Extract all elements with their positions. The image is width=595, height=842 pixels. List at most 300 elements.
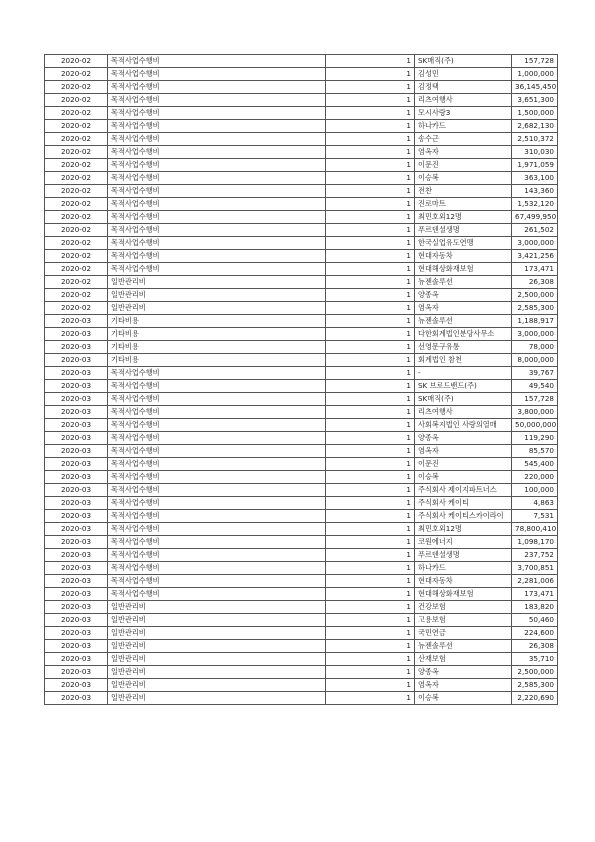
category-cell: 목적사업수행비 [108,107,326,120]
quantity-cell: 1 [326,393,415,406]
vendor-cell: 산재보험 [415,653,512,666]
date-cell: 2020-03 [45,471,108,484]
date-cell: 2020-03 [45,549,108,562]
category-cell: 목적사업수행비 [108,484,326,497]
date-cell: 2020-03 [45,458,108,471]
table-row [45,510,558,523]
vendor-cell: 모시사랑3 [415,107,512,120]
quantity-cell: 1 [326,315,415,328]
category-cell: 일반관리비 [108,653,326,666]
category-cell: 일반관리비 [108,614,326,627]
date-cell: 2020-03 [45,666,108,679]
vendor-cell: 회계법인 참천 [415,354,512,367]
table-row [45,588,558,601]
amount-cell: 3,000,000 [512,328,558,341]
table-row [45,549,558,562]
date-cell: 2020-02 [45,211,108,224]
quantity-cell: 1 [326,263,415,276]
vendor-cell: 고용보험 [415,614,512,627]
table-row [45,627,558,640]
table-row [45,666,558,679]
date-cell: 2020-02 [45,81,108,94]
table-row [45,263,558,276]
vendor-cell: 양종옥 [415,666,512,679]
category-cell: 목적사업수행비 [108,263,326,276]
date-cell: 2020-02 [45,55,108,68]
category-cell: 목적사업수행비 [108,211,326,224]
amount-cell: 3,651,300 [512,94,558,107]
amount-cell: 143,360 [512,185,558,198]
vendor-cell: 건강보험 [415,601,512,614]
amount-cell: 1,098,170 [512,536,558,549]
vendor-cell: 하나카드 [415,120,512,133]
category-cell: 일반관리비 [108,627,326,640]
date-cell: 2020-03 [45,588,108,601]
table-row [45,81,558,94]
vendor-cell: SK매직(주) [415,55,512,68]
table-row [45,107,558,120]
table-row [45,94,558,107]
amount-cell: 1,000,000 [512,68,558,81]
amount-cell: 3,700,851 [512,562,558,575]
vendor-cell: 이승복 [415,692,512,705]
vendor-cell: 이문진 [415,458,512,471]
category-cell: 목적사업수행비 [108,146,326,159]
category-cell: 목적사업수행비 [108,94,326,107]
category-cell: 목적사업수행비 [108,237,326,250]
table-row [45,419,558,432]
amount-cell: 2,510,372 [512,133,558,146]
table-row [45,367,558,380]
table-row [45,341,558,354]
date-cell: 2020-03 [45,328,108,341]
quantity-cell: 1 [326,562,415,575]
vendor-cell: 뉴젠솔루션 [415,640,512,653]
date-cell: 2020-03 [45,419,108,432]
table-row [45,185,558,198]
category-cell: 목적사업수행비 [108,55,326,68]
vendor-cell: 다한회계법인분당사무소 [415,328,512,341]
quantity-cell: 1 [326,328,415,341]
date-cell: 2020-02 [45,224,108,237]
amount-cell: 183,820 [512,601,558,614]
date-cell: 2020-02 [45,146,108,159]
date-cell: 2020-03 [45,380,108,393]
date-cell: 2020-02 [45,276,108,289]
amount-cell: 173,471 [512,588,558,601]
vendor-cell: 염옥자 [415,302,512,315]
category-cell: 기타비용 [108,354,326,367]
category-cell: 일반관리비 [108,666,326,679]
date-cell: 2020-02 [45,302,108,315]
vendor-cell: 양종옥 [415,289,512,302]
category-cell: 목적사업수행비 [108,445,326,458]
date-cell: 2020-03 [45,445,108,458]
table-row [45,575,558,588]
quantity-cell: 1 [326,81,415,94]
amount-cell: 1,500,000 [512,107,558,120]
vendor-cell: 진로마트 [415,198,512,211]
category-cell: 기타비용 [108,341,326,354]
table-row [45,614,558,627]
category-cell: 목적사업수행비 [108,549,326,562]
category-cell: 기타비용 [108,328,326,341]
amount-cell: 4,863 [512,497,558,510]
amount-cell: 100,000 [512,484,558,497]
amount-cell: 2,500,000 [512,666,558,679]
date-cell: 2020-02 [45,237,108,250]
category-cell: 목적사업수행비 [108,432,326,445]
vendor-cell: 코원에너지 [415,536,512,549]
amount-cell: 2,220,690 [512,692,558,705]
table-row [45,120,558,133]
vendor-cell: - [415,367,512,380]
date-cell: 2020-02 [45,107,108,120]
date-cell: 2020-03 [45,432,108,445]
table-row [45,328,558,341]
quantity-cell: 1 [326,120,415,133]
quantity-cell: 1 [326,211,415,224]
table-row [45,172,558,185]
quantity-cell: 1 [326,471,415,484]
quantity-cell: 1 [326,653,415,666]
date-cell: 2020-02 [45,172,108,185]
date-cell: 2020-03 [45,692,108,705]
quantity-cell: 1 [326,614,415,627]
quantity-cell: 1 [326,146,415,159]
amount-cell: 3,000,000 [512,237,558,250]
table-row [45,484,558,497]
amount-cell: 36,145,450 [512,81,558,94]
vendor-cell: 염옥자 [415,445,512,458]
category-cell: 목적사업수행비 [108,510,326,523]
quantity-cell: 1 [326,107,415,120]
quantity-cell: 1 [326,289,415,302]
amount-cell: 220,000 [512,471,558,484]
quantity-cell: 1 [326,523,415,536]
date-cell: 2020-03 [45,393,108,406]
date-cell: 2020-03 [45,497,108,510]
vendor-cell: 리츠여행사 [415,406,512,419]
date-cell: 2020-03 [45,510,108,523]
category-cell: 일반관리비 [108,692,326,705]
amount-cell: 50,000,000 [512,419,558,432]
table-row [45,159,558,172]
vendor-cell: 주식회사 케이티스카이라이 [415,510,512,523]
vendor-cell: 뉴젠솔루션 [415,315,512,328]
date-cell: 2020-02 [45,185,108,198]
category-cell: 목적사업수행비 [108,68,326,81]
amount-cell: 50,460 [512,614,558,627]
quantity-cell: 1 [326,588,415,601]
vendor-cell: 최민호외12명 [415,211,512,224]
date-cell: 2020-03 [45,315,108,328]
vendor-cell: SK 브로드밴드(주) [415,380,512,393]
date-cell: 2020-03 [45,406,108,419]
quantity-cell: 1 [326,380,415,393]
amount-cell: 173,471 [512,263,558,276]
table-row [45,601,558,614]
quantity-cell: 1 [326,601,415,614]
vendor-cell: 현대해상화재보험 [415,588,512,601]
table-row [45,146,558,159]
quantity-cell: 1 [326,250,415,263]
quantity-cell: 1 [326,536,415,549]
quantity-cell: 1 [326,133,415,146]
amount-cell: 545,400 [512,458,558,471]
amount-cell: 39,767 [512,367,558,380]
vendor-cell: 국민연금 [415,627,512,640]
table-row [45,653,558,666]
date-cell: 2020-02 [45,250,108,263]
category-cell: 일반관리비 [108,289,326,302]
vendor-cell: 양종옥 [415,432,512,445]
vendor-cell: 하나카드 [415,562,512,575]
amount-cell: 2,682,130 [512,120,558,133]
vendor-cell: 이승복 [415,172,512,185]
amount-cell: 26,308 [512,276,558,289]
vendor-cell: 현대해상화재보험 [415,263,512,276]
table-row [45,68,558,81]
table-row [45,224,558,237]
amount-cell: 26,308 [512,640,558,653]
table-row [45,497,558,510]
category-cell: 일반관리비 [108,276,326,289]
date-cell: 2020-02 [45,133,108,146]
vendor-cell: 전찬 [415,185,512,198]
date-cell: 2020-03 [45,367,108,380]
amount-cell: 3,800,000 [512,406,558,419]
quantity-cell: 1 [326,419,415,432]
table-row [45,393,558,406]
table-row [45,198,558,211]
amount-cell: 2,281,006 [512,575,558,588]
category-cell: 목적사업수행비 [108,523,326,536]
table-row [45,302,558,315]
category-cell: 목적사업수행비 [108,198,326,211]
vendor-cell: 염옥자 [415,679,512,692]
quantity-cell: 1 [326,354,415,367]
category-cell: 일반관리비 [108,679,326,692]
amount-cell: 310,030 [512,146,558,159]
vendor-cell: 최민호외12명 [415,523,512,536]
amount-cell: 363,100 [512,172,558,185]
quantity-cell: 1 [326,68,415,81]
amount-cell: 49,540 [512,380,558,393]
quantity-cell: 1 [326,692,415,705]
table-row [45,250,558,263]
table-row [45,536,558,549]
table-row [45,406,558,419]
category-cell: 목적사업수행비 [108,367,326,380]
table-row [45,471,558,484]
date-cell: 2020-03 [45,679,108,692]
table-row [45,354,558,367]
quantity-cell: 1 [326,432,415,445]
category-cell: 목적사업수행비 [108,393,326,406]
vendor-cell: 현대자동차 [415,575,512,588]
quantity-cell: 1 [326,367,415,380]
quantity-cell: 1 [326,445,415,458]
category-cell: 목적사업수행비 [108,159,326,172]
ledger-table [44,54,558,705]
vendor-cell: 리츠여행사 [415,94,512,107]
vendor-cell: 이문진 [415,159,512,172]
category-cell: 목적사업수행비 [108,419,326,432]
category-cell: 일반관리비 [108,302,326,315]
quantity-cell: 1 [326,666,415,679]
amount-cell: 237,752 [512,549,558,562]
category-cell: 일반관리비 [108,640,326,653]
category-cell: 목적사업수행비 [108,575,326,588]
table-row [45,133,558,146]
vendor-cell: 주식회사 제이지파트너스 [415,484,512,497]
vendor-cell: 염옥자 [415,146,512,159]
vendor-cell: 푸르덴셜생명 [415,549,512,562]
date-cell: 2020-03 [45,523,108,536]
category-cell: 목적사업수행비 [108,497,326,510]
quantity-cell: 1 [326,640,415,653]
category-cell: 목적사업수행비 [108,224,326,237]
table-row [45,289,558,302]
table-row [45,276,558,289]
quantity-cell: 1 [326,172,415,185]
table-row [45,55,558,68]
amount-cell: 3,421,256 [512,250,558,263]
category-cell: 목적사업수행비 [108,120,326,133]
vendor-cell: 뉴젠솔루션 [415,276,512,289]
amount-cell: 2,585,300 [512,302,558,315]
table-row [45,315,558,328]
quantity-cell: 1 [326,679,415,692]
category-cell: 목적사업수행비 [108,562,326,575]
quantity-cell: 1 [326,302,415,315]
category-cell: 기타비용 [108,315,326,328]
amount-cell: 157,728 [512,55,558,68]
category-cell: 일반관리비 [108,601,326,614]
amount-cell: 2,585,300 [512,679,558,692]
table-row [45,237,558,250]
category-cell: 목적사업수행비 [108,536,326,549]
table-row [45,380,558,393]
date-cell: 2020-03 [45,640,108,653]
table-row [45,432,558,445]
quantity-cell: 1 [326,458,415,471]
date-cell: 2020-03 [45,614,108,627]
category-cell: 목적사업수행비 [108,471,326,484]
category-cell: 목적사업수행비 [108,588,326,601]
amount-cell: 1,532,120 [512,198,558,211]
vendor-cell: 사회복지법인 사랑의열매 [415,419,512,432]
amount-cell: 2,500,000 [512,289,558,302]
date-cell: 2020-03 [45,627,108,640]
amount-cell: 35,710 [512,653,558,666]
amount-cell: 157,728 [512,393,558,406]
quantity-cell: 1 [326,497,415,510]
quantity-cell: 1 [326,198,415,211]
date-cell: 2020-03 [45,575,108,588]
table-row [45,562,558,575]
vendor-cell: 한국실업유도연맹 [415,237,512,250]
date-cell: 2020-02 [45,263,108,276]
amount-cell: 67,499,950 [512,211,558,224]
date-cell: 2020-02 [45,68,108,81]
table-row [45,640,558,653]
quantity-cell: 1 [326,185,415,198]
amount-cell: 1,971,059 [512,159,558,172]
date-cell: 2020-03 [45,562,108,575]
quantity-cell: 1 [326,510,415,523]
table-row [45,445,558,458]
date-cell: 2020-02 [45,198,108,211]
vendor-cell: 김성민 [415,68,512,81]
quantity-cell: 1 [326,575,415,588]
amount-cell: 78,800,410 [512,523,558,536]
amount-cell: 224,600 [512,627,558,640]
quantity-cell: 1 [326,484,415,497]
amount-cell: 85,570 [512,445,558,458]
vendor-cell: 이승복 [415,471,512,484]
category-cell: 목적사업수행비 [108,81,326,94]
category-cell: 목적사업수행비 [108,458,326,471]
category-cell: 목적사업수행비 [108,406,326,419]
amount-cell: 7,531 [512,510,558,523]
date-cell: 2020-02 [45,289,108,302]
table-row [45,458,558,471]
amount-cell: 261,502 [512,224,558,237]
date-cell: 2020-03 [45,484,108,497]
amount-cell: 8,000,000 [512,354,558,367]
vendor-cell: 김정택 [415,81,512,94]
date-cell: 2020-03 [45,341,108,354]
category-cell: 목적사업수행비 [108,250,326,263]
quantity-cell: 1 [326,94,415,107]
quantity-cell: 1 [326,159,415,172]
table-row [45,679,558,692]
quantity-cell: 1 [326,549,415,562]
date-cell: 2020-03 [45,536,108,549]
vendor-cell: 선영문구유통 [415,341,512,354]
quantity-cell: 1 [326,55,415,68]
date-cell: 2020-02 [45,120,108,133]
table-row [45,692,558,705]
quantity-cell: 1 [326,237,415,250]
vendor-cell: 송수근 [415,133,512,146]
ledger-body [45,55,558,705]
category-cell: 목적사업수행비 [108,380,326,393]
date-cell: 2020-02 [45,94,108,107]
category-cell: 목적사업수행비 [108,133,326,146]
quantity-cell: 1 [326,341,415,354]
vendor-cell: 현대자동차 [415,250,512,263]
quantity-cell: 1 [326,406,415,419]
date-cell: 2020-03 [45,653,108,666]
date-cell: 2020-03 [45,601,108,614]
quantity-cell: 1 [326,627,415,640]
vendor-cell: 푸르덴셜생명 [415,224,512,237]
quantity-cell: 1 [326,276,415,289]
date-cell: 2020-02 [45,159,108,172]
date-cell: 2020-03 [45,354,108,367]
amount-cell: 1,188,917 [512,315,558,328]
table-row [45,523,558,536]
vendor-cell: SK매직(주) [415,393,512,406]
amount-cell: 119,290 [512,432,558,445]
vendor-cell: 주식회사 케이티 [415,497,512,510]
table-row [45,211,558,224]
category-cell: 목적사업수행비 [108,172,326,185]
amount-cell: 78,000 [512,341,558,354]
